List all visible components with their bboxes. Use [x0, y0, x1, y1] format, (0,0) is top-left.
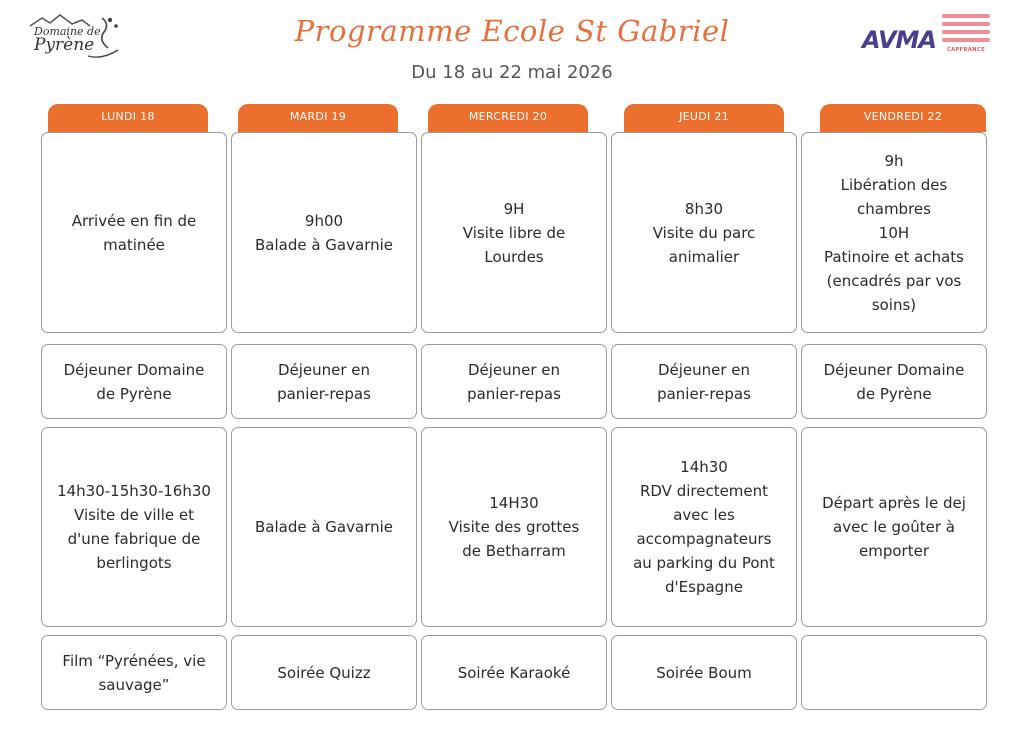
- cell-evening-jeudi: [611, 635, 797, 710]
- cell-lunch-jeudi: [611, 344, 797, 419]
- cell-afternoon-mercredi: [421, 427, 607, 627]
- cell-evening-vendredi: [801, 635, 987, 710]
- cell-text: Soirée Boum: [656, 663, 752, 682]
- cell-morning-vendredi: [801, 132, 987, 333]
- cell-afternoon-mardi: [231, 427, 417, 627]
- day-tab-jeudi: JEUDI 21: [624, 104, 784, 132]
- cell-morning-lundi: [41, 132, 227, 333]
- cell-text: Balade à Gavarnie: [254, 518, 393, 536]
- cell-text: Film “Pyrénées, vie sauvage”: [62, 651, 206, 694]
- cell-morning-mercredi: [421, 132, 607, 333]
- cell-text: Arrivée en fin de matinée: [71, 211, 197, 254]
- cell-afternoon-lundi: [41, 427, 227, 627]
- cell-evening-mardi: [231, 635, 417, 710]
- cell-lunch-mardi: [231, 344, 417, 419]
- cell-text: 8h30 Visite du parc animalier: [652, 199, 756, 266]
- capfrance-label: CAPFRANCE: [946, 47, 986, 53]
- day-tab-lundi: LUNDI 18: [48, 104, 208, 132]
- cell-text: 14H30 Visite des grottes de Betharram: [448, 494, 580, 560]
- cell-morning-jeudi: [611, 132, 797, 333]
- cell-evening-lundi: [41, 635, 227, 710]
- day-tab-mercredi: MERCREDI 20: [428, 104, 588, 132]
- cell-text: 9H Visite libre de Lourdes: [462, 199, 566, 266]
- cell-text: 9h Libération des chambres 10H Patinoire et achats (encadrés par vos soins): [823, 151, 964, 314]
- avma-logo: AVMA: [862, 26, 936, 54]
- day-tab-mardi: MARDI 19: [238, 104, 398, 132]
- cell-text: 9h00 Balade à Gavarnie: [254, 211, 393, 254]
- cell-text: Déjeuner en panier-repas: [467, 360, 561, 403]
- cell-morning-mardi: [231, 132, 417, 333]
- cell-lunch-mercredi: [421, 344, 607, 419]
- cell-text: Déjeuner Domaine de Pyrène: [823, 360, 965, 403]
- logo-line-1: Domaine de: [34, 25, 101, 38]
- cell-lunch-vendredi: [801, 344, 987, 419]
- cell-afternoon-vendredi: [801, 427, 987, 627]
- cell-text: Déjeuner Domaine de Pyrène: [63, 360, 205, 403]
- cell-text: Soirée Karaoké: [457, 663, 571, 682]
- cell-text: Déjeuner en panier-repas: [277, 360, 371, 403]
- cell-text: 14h30 RDV directement avec les accompagnateurs au parking du Pont d'Espagne: [633, 458, 775, 596]
- cell-text: Déjeuner en panier-repas: [657, 360, 751, 403]
- cell-text: 14h30-15h30-16h30 Visite de ville et d'une fabrique de berlingots: [57, 482, 211, 572]
- cell-evening-mercredi: [421, 635, 607, 710]
- cell-text: Soirée Quizz: [277, 663, 371, 682]
- day-tab-vendredi: VENDREDI 22: [820, 104, 986, 132]
- page-title: Programme Ecole St Gabriel: [294, 14, 730, 48]
- cell-text: Départ après le dej avec le goûter à emporter: [822, 494, 966, 560]
- page-subtitle: Du 18 au 22 mai 2026: [411, 62, 613, 83]
- cell-lunch-lundi: [41, 344, 227, 419]
- cell-afternoon-jeudi: [611, 427, 797, 627]
- logo-line-2: Pyrène: [34, 35, 95, 55]
